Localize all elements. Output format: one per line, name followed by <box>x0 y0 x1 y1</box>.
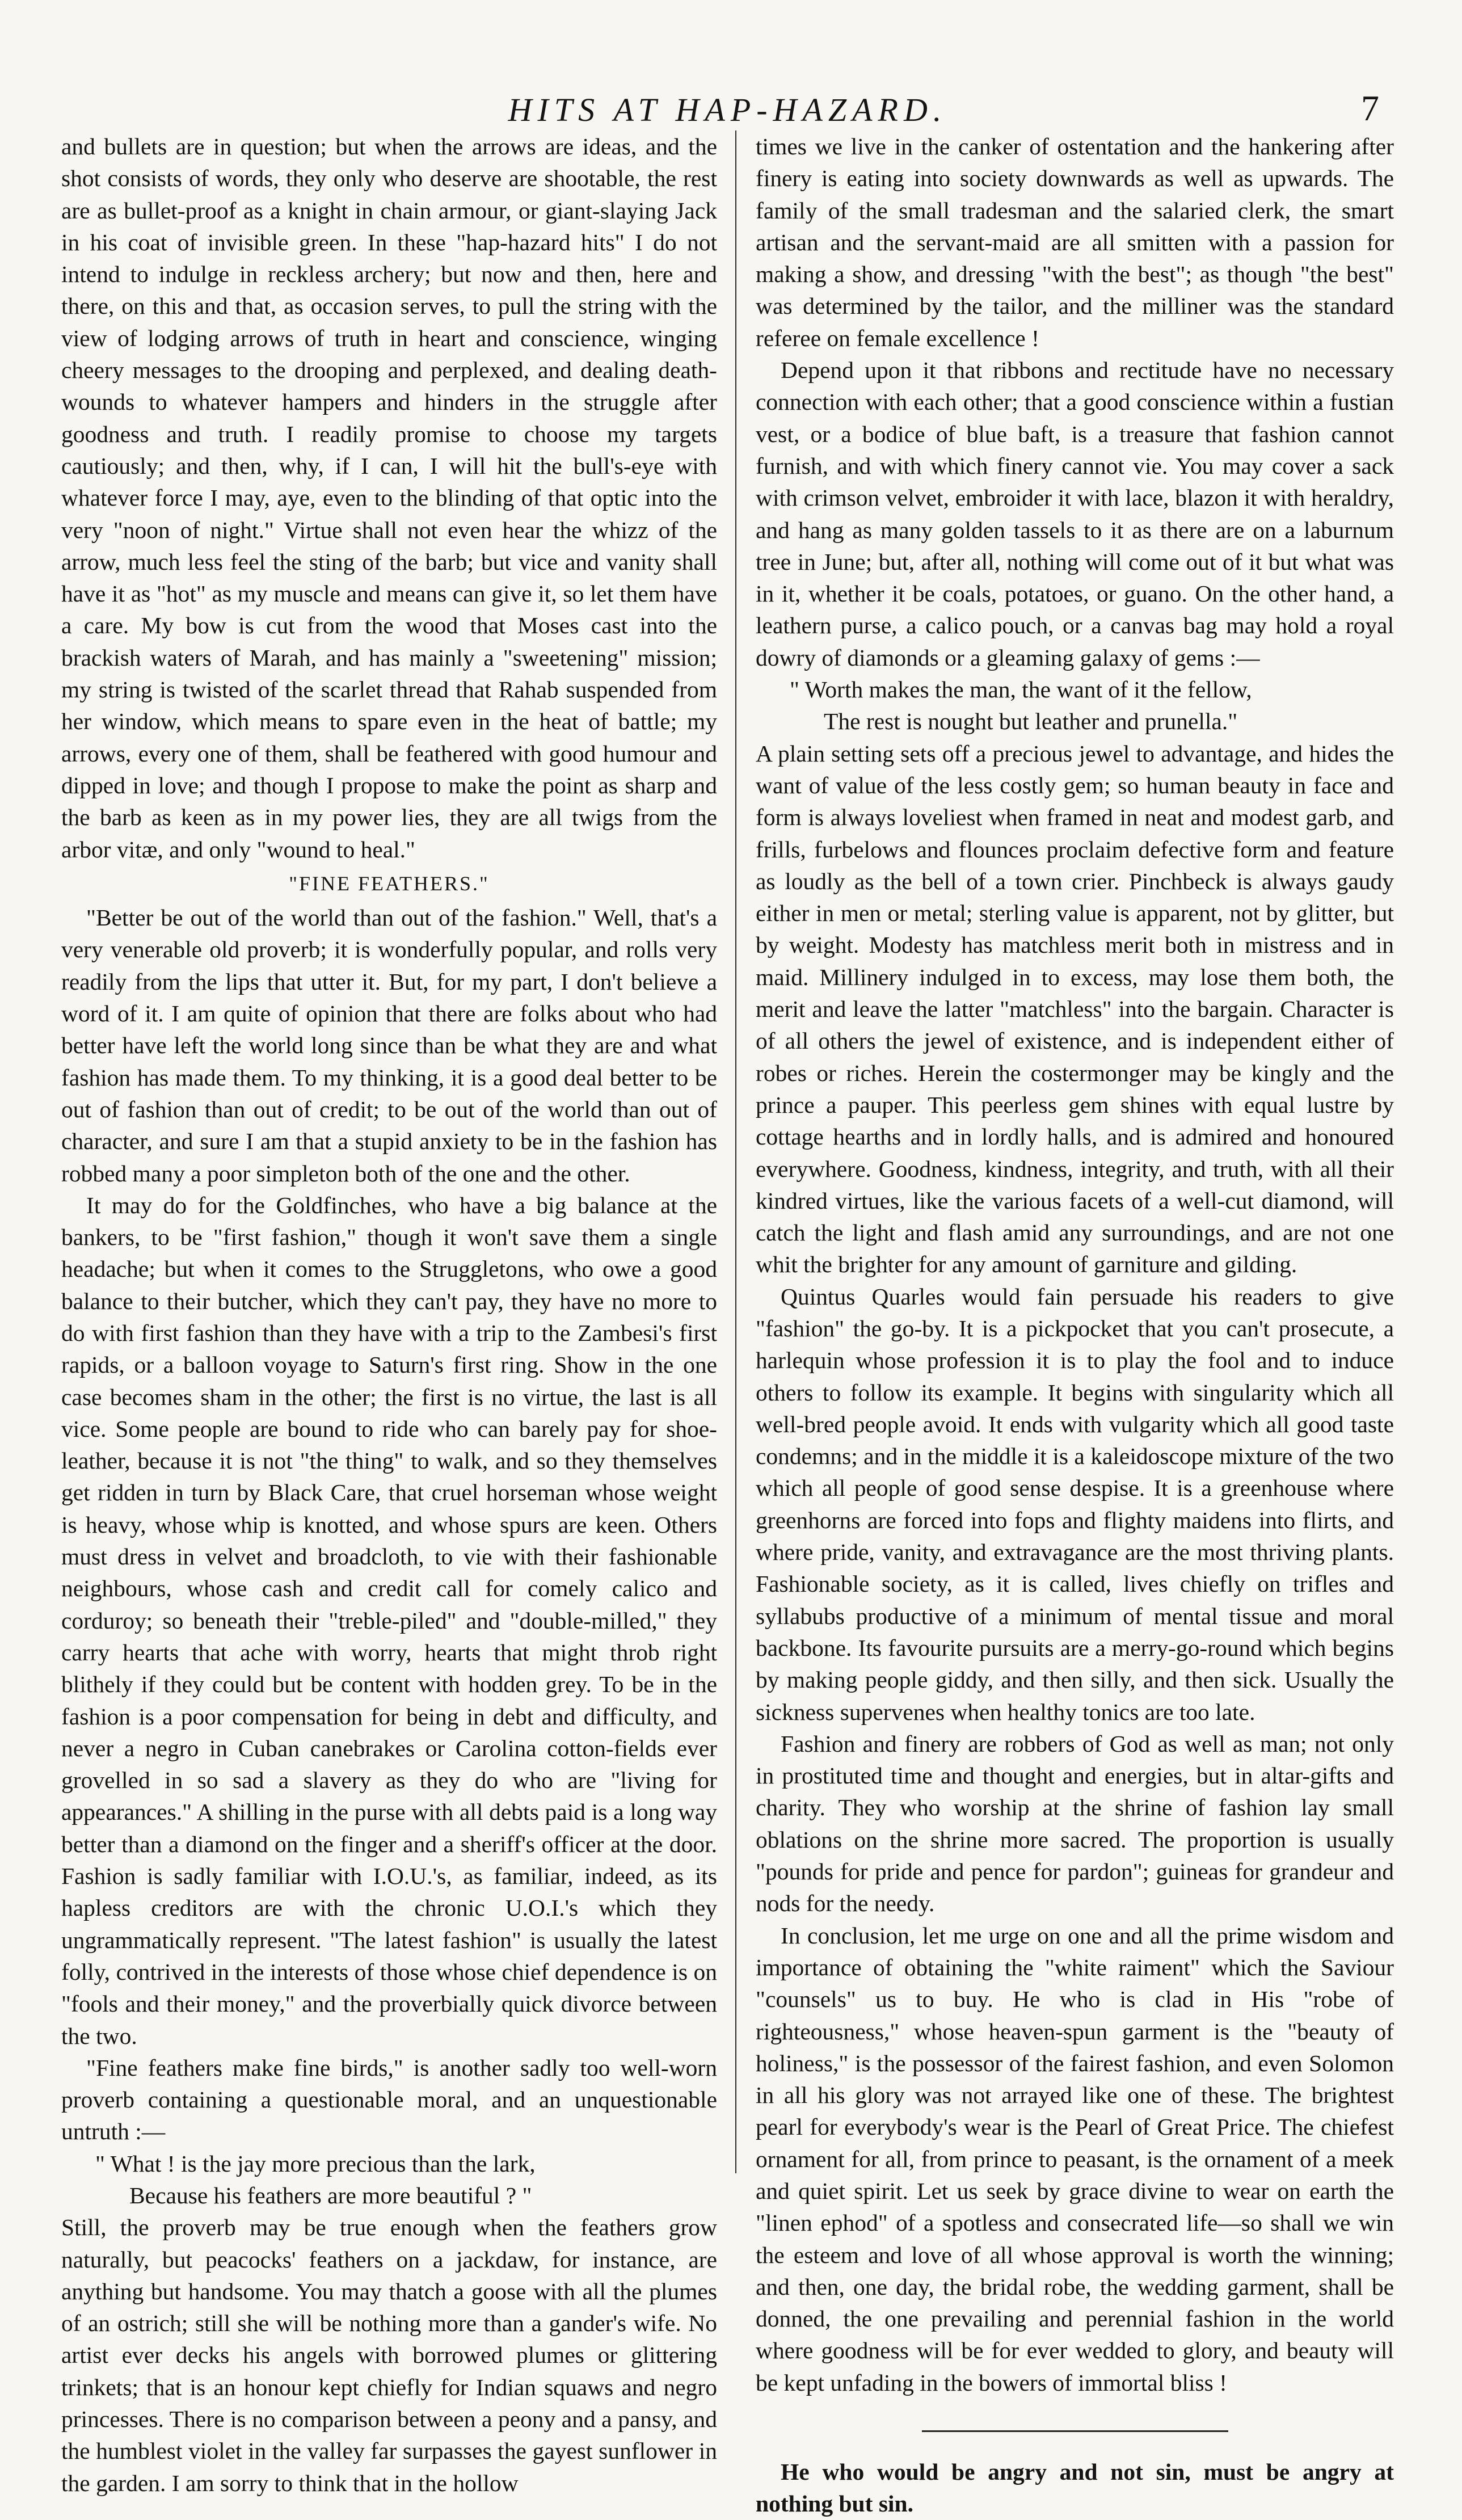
left-column <box>61 131 736 2496</box>
right-paragraph-3: A plain setting sets off a precious jewel to advantage, and hides the want of value of the less costly gem; so human beauty in face and form is always loveliest when framed in neat and modest garb, and frills, furbelows and flounces proclaim defective form and feature as loudly as the bell of a town crier. Pinchbeck is always gaudy either in men or metal; sterling value is apparent, not by glitter, but by weight. Modesty has matchless merit both in mistress and in maid. Millinery indulged in to excess, may lose them both, the merit and leave the latter "matchless" into the bargain. Character is of all others the jewel of existence, and is independent either of robes or riches. Herein the costermonger may be kingly and the prince a pauper. This peerless gem shines with equal lustre by cottage hearths and in lordly halls, and is admired and honoured everywhere. Goodness, kindness, integrity, and truth, with all their kindred virtues, like the various facets of a well-cut diamond, will catch the light and flash amid any surroundings, and are not one whit the brighter for any amount of garniture and gilding. <box>756 740 1394 1278</box>
right-paragraph-5: Fashion and finery are robbers of God as well as man; not only in prostituted time and thought and energies, but in altar-gifts and charity. They who worship at the shrine of fashion lay small oblations on the shrine more sacred. The proportion is usually "pounds for pride and pence for pardon"; guineas for grandeur and nods for the needy. <box>756 1730 1394 1917</box>
right-paragraph-6: In conclusion, let me urge on one and all the prime wisdom and importance of obtaining the "white raiment" which the Saviour "counsels" us to buy. He who is clad in His "robe of righteousness," whose heaven-spun garment is the "beauty of holiness," is the possessor of the fairest fashion, and even Solomon in all his glory was not arrayed like one of these. The brightest pearl for everybody's wear is the Pearl of Great Price. The chiefest ornament for all, from prince to peasant, is the ornament of a meek and quiet spirit. Let us seek by grace divine to wear on earth the "linen ephod" of a spotless and consecrated life—so shall we win the esteem and love of all whose approval is worth the winning; and then, one day, the bridal robe, the wedding garment, shall be donned, the one prevailing and perennial fashion in the world where goodness will be for ever wedded to glory, and beauty will be kept unfading in the bowers of immortal bliss ! <box>756 1922 1394 2396</box>
verse-2-line-2: The rest is nought but leather and prunella." <box>824 708 1238 735</box>
verse-quote-1 <box>61 2148 717 2212</box>
right-paragraph-1: times we live in the canker of ostentation and the hankering after finery is eating into society downwards as well as upwards. The family of the small tradesman and the salaried clerk, the smart artisan and the servant-maid are all smitten with a passion for making a show, and dressing "with the best"; as though "the best" was determined by the tailor, and the milliner was the standard referee on female excellence ! <box>756 133 1394 351</box>
verse-1-line-2: Because his feathers are more beautiful ? " <box>129 2182 532 2208</box>
left-paragraph-4: "Fine feathers make fine birds," is another sadly too well-worn proverb containing a questionable moral, and an unquestionable untruth :— <box>61 2054 717 2145</box>
left-paragraph-1: and bullets are in question; but when the arrows are ideas, and the shot consists of words, they only who deserve are shootable, the rest are as bullet-proof as a knight in chain armour, or giant-slaying Jack in his coat of invisible green. In these "hap-hazard hits" I do not intend to indulge in reckless archery; but now and then, here and there, on this and that, as occasion serves, to pull the string with the view of lodging arrows of truth in heart and conscience, winging cheery messages to the drooping and perplexed, and dealing death-wounds to whatever hampers and hinders in the struggle after goodness and truth. I readily promise to choose my targets cautiously; and then, why, if I can, I will hit the bull's-eye with whatever force I may, aye, even to the blinding of that optic into the very "noon of night." Virtue shall not even hear the whizz of the arrow, much less feel the sting of the barb; but vice and vanity shall have it as "hot" as my muscle and means can give it, so let them have a care. My bow is cut from the wood that Moses cast into the brackish waters of Marah, and has mainly a "sweetening" mission; my string is twisted of the scarlet thread that Rahab suspended from her window, which means to spare even in the heat of battle; my arrows, every one of them, shall be feathered with good humour and dipped in love; and though I propose to make the point as sharp and the barb as keen as in my power lies, they are all twigs from the arbor vitæ, and only "wound to heal." <box>61 133 717 863</box>
running-head <box>61 88 1394 136</box>
running-title: HITS AT HAP-HAZARD. <box>508 91 947 128</box>
page-number: 7 <box>1361 88 1379 128</box>
section-divider <box>922 2430 1228 2432</box>
closing-aphorism: He who would be angry and not sin, must be angry at nothing but sin. <box>756 2459 1394 2517</box>
left-paragraph-2: "Better be out of the world than out of the fashion." Well, that's a very venerable old proverb; it is wonderfully popular, and rolls very readily from the lips that utter it. But, for my part, I don't believe a word of it. I am quite of opinion that there are folks about who had better have left the world long since than be what they are and what fashion has made them. To my thinking, it is a good deal better to be out of fashion than out of credit; to be out of the world than out of character, and sure I am that a stupid anxiety to be in the fashion has robbed many a poor simpleton both of the one and the other. <box>61 904 717 1187</box>
verse-quote-2 <box>756 674 1394 738</box>
left-paragraph-5: Still, the proverb may be true enough when the feathers grow naturally, but peacocks' feathers on a jackdaw, for instance, are anything but handsome. You may thatch a goose with all the plumes of an ostrich; still she will be nothing more than a gander's wife. No artist ever decks his angels with borrowed plumes or glittering trinkets; that is an honour kept chiefly for Indian squaws and negro princesses. There is no comparison between a peony and a pansy, and the humblest violet in the valley far surpasses the gayest sunflower in the garden. I am sorry to think that in the hollow <box>61 2214 717 2496</box>
right-paragraph-2: Depend upon it that ribbons and rectitude have no necessary connection with each other; that a good conscience within a fustian vest, or a bodice of blue baft, is a treasure that fashion cannot furnish, and with which finery cannot vie. You may cover a sack with crimson velvet, embroider it with lace, blazon it with heraldry, and hang as many golden tassels to it as there are on a laburnum tree in June; but, after all, nothing will come out of it but what was in it, whether it be coals, potatoes, or guano. On the other hand, a leathern purse, a calico pouch, or a canvas bag may hold a royal dowry of diamonds or a gleaming galaxy of gems :— <box>756 357 1394 671</box>
right-paragraph-4: Quintus Quarles would fain persuade his readers to give "fashion" the go-by. It is a pickpocket that you can't prosecute, a harlequin whose profession it is to play the fool and to induce others to follow its example. It begins with singularity which all well-bred people avoid. It ends with vulgarity which all good taste condemns; and in the middle it is a kaleidoscope mixture of the two which all people of good sense despise. It is a greenhouse where greenhorns are forced into fops and flighty maidens into flirts, and where pride, vanity, and extravagance are the most thriving plants. Fashionable society, as it is called, lives chiefly on trifles and syllabubs productive of a minimum of mental tissue and moral backbone. Its favourite pursuits are a merry-go-round which begins by making people giddy, and then silly, and then sick. Usually the sickness supervenes when healthy tonics are too late. <box>756 1283 1394 1725</box>
text-columns <box>61 131 1394 2517</box>
left-paragraph-3: It may do for the Goldfinches, who have a big balance at the bankers, to be "first fashion," though it won't save them a single headache; but when it comes to the Struggletons, who owe a good balance to their butcher, which they can't pay, they have no more to do with first fashion than they have with a trip to the Zambesi's first rapids, or a balloon voyage to Saturn's first ring. Show in the one case becomes sham in the other; the first is no virtue, the last is all vice. Some people are bound to ride who can barely pay for shoe-leather, because it is not "the thing" to walk, and so they themselves get ridden in turn by Black Care, that cruel horseman whose weight is heavy, whose whip is knotted, and whose spurs are keen. Others must dress in velvet and broadcloth, to vie with their fashionable neighbours, whose cash and credit call for comely calico and corduroy; so beneath their "treble-piled" and "double-milled," they carry hearts that ache with worry, hearts that might throb right blithely if they could but be content with hodden grey. To be in the fashion is a poor compensation for being in debt and difficulty, and never a negro in Cuban canebrakes or Carolina cotton-fields ever grovelled in so sad a slavery as they do who are "living for appearances." A shilling in the purse with all debts paid is a long way better than a diamond on the finger and a sheriff's officer at the door. Fashion is sadly familiar with I.O.U.'s, as familiar, indeed, as its hapless creditors are with the chronic U.O.I.'s which they ungrammatically represent. "The latest fashion" is usually the latest folly, contrived in the interests of those whose chief dependence is on "fools and their money," and the proverbially quick divorce between the two. <box>61 1192 717 2049</box>
section-heading: "FINE FEATHERS." <box>289 872 490 895</box>
right-column <box>736 131 1394 2517</box>
verse-1-line-1: " What ! is the jay more precious than the lark, <box>95 2150 536 2177</box>
verse-2-line-1: " Worth makes the man, the want of it the fellow, <box>790 676 1252 703</box>
